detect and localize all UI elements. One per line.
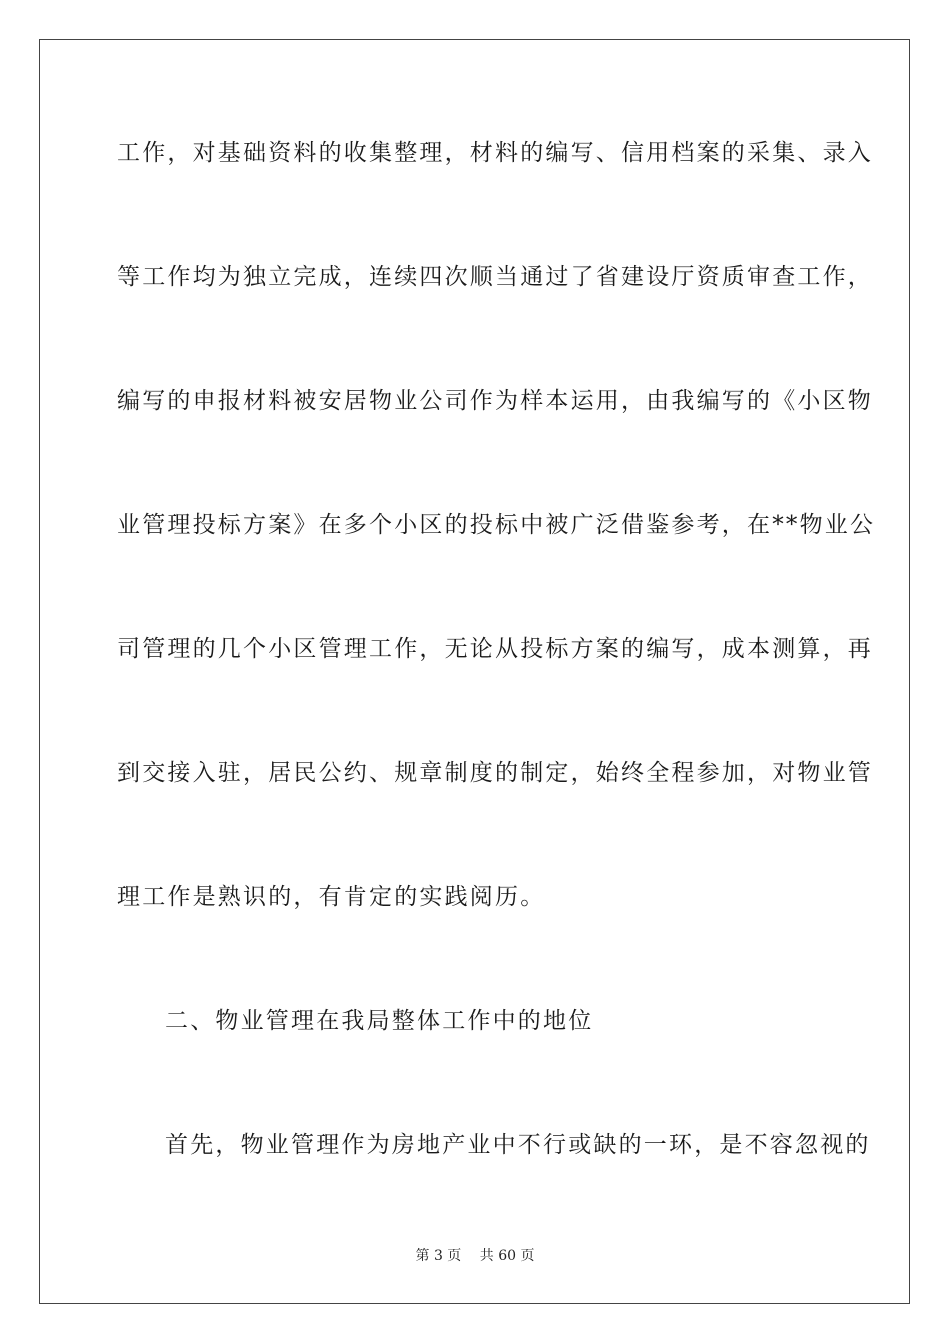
- page-number: 第 3 页: [415, 1248, 462, 1264]
- body-line-2: 等工作均为独立完成，连续四次顺当通过了省建设厅资质审查工作，: [117, 264, 873, 290]
- body-line-5: 司管理的几个小区管理工作，无论从投标方案的编写，成本测算，再: [117, 636, 873, 662]
- paragraph-start: 首先，物业管理作为房地产业中不行或缺的一环，是不容忽视的: [165, 1132, 871, 1158]
- page-footer: [0, 1247, 950, 1265]
- page-total: 共 60 页: [479, 1248, 535, 1264]
- body-line-4: 业管理投标方案》在多个小区的投标中被广泛借鉴参考，在**物业公: [117, 512, 876, 538]
- page-frame: [39, 39, 910, 1304]
- section-heading: 二、物业管理在我局整体工作中的地位: [165, 1008, 594, 1034]
- body-line-3: 编写的申报材料被安居物业公司作为样本运用，由我编写的《小区物: [117, 388, 873, 414]
- body-line-1: 工作，对基础资料的收集整理，材料的编写、信用档案的采集、录入: [117, 140, 873, 166]
- body-line-7: 理工作是熟识的，有肯定的实践阅历。: [117, 884, 546, 910]
- body-line-6: 到交接入驻，居民公约、规章制度的制定，始终全程参加，对物业管: [117, 760, 873, 786]
